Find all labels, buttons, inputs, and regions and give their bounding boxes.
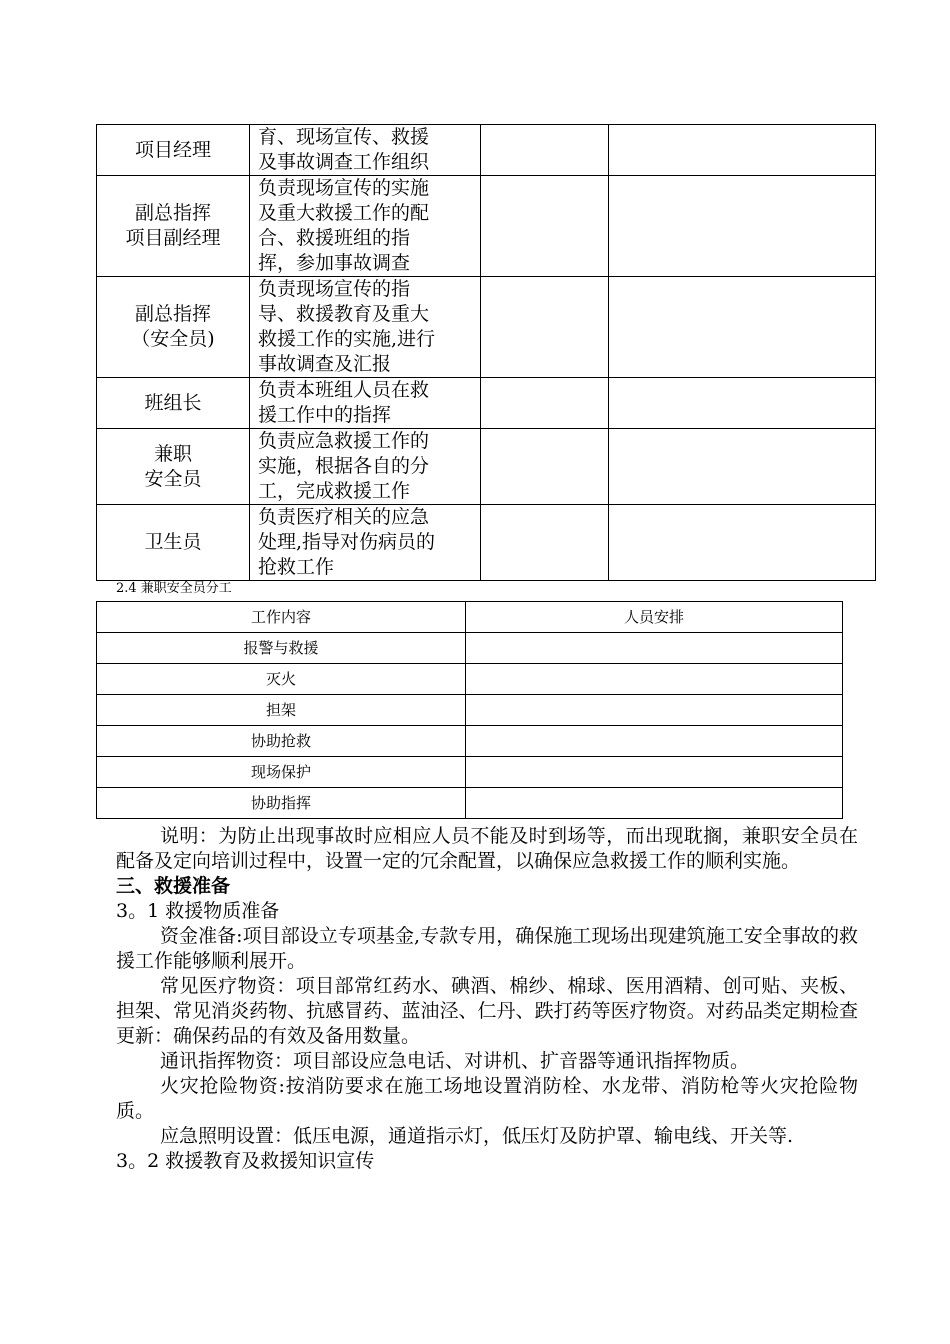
duty-line: 工，完成救援工作 <box>258 480 411 502</box>
role-line: 项目经理 <box>134 138 211 161</box>
staff-cell <box>466 695 843 726</box>
staff-cell <box>466 633 843 664</box>
empty-cell <box>481 125 609 176</box>
duty-line: 挥，参加事故调查 <box>258 252 411 274</box>
duty-cell <box>250 378 481 429</box>
section-3-heading: 三、救援准备 <box>116 875 231 897</box>
empty-cell <box>609 125 876 176</box>
empty-cell <box>609 277 876 378</box>
empty-cell <box>481 277 609 378</box>
duty-cell <box>250 429 481 505</box>
duty-line: 及事故调查工作组织 <box>258 151 430 173</box>
communication-paragraph: 通讯指挥物资：项目部设应急电话、对讲机、扩音器等通讯指挥物质。 <box>160 1050 750 1072</box>
assignment-header-row <box>97 602 843 633</box>
duty-line: 导、救援教育及重大 <box>258 303 430 325</box>
staff-cell <box>466 757 843 788</box>
role-line: 项目副经理 <box>125 227 221 249</box>
work-item: 现场保护 <box>97 757 466 788</box>
table-row <box>97 505 876 581</box>
work-item: 协助抢救 <box>97 726 466 757</box>
table-row <box>97 429 876 505</box>
role-cell <box>97 125 250 176</box>
duty-cell <box>250 125 481 176</box>
duty-line: 负责医疗相关的应急 <box>258 506 430 528</box>
table-row <box>97 726 843 757</box>
duty-line: 及重大救援工作的配 <box>258 202 430 224</box>
duty-line: 事故调查及汇报 <box>258 353 392 375</box>
table-row <box>97 695 843 726</box>
subsection-3-2: 3。2 救援教育及救援知识宣传 <box>116 1150 375 1172</box>
work-item: 担架 <box>97 695 466 726</box>
table-row <box>97 633 843 664</box>
table-row <box>97 176 876 277</box>
header-work-content: 工作内容 <box>97 602 466 633</box>
staff-cell <box>466 726 843 757</box>
work-item: 报警与救援 <box>97 633 466 664</box>
role-line: 卫生员 <box>144 531 202 553</box>
role-line: 副总指挥 <box>134 303 211 325</box>
duty-table-body <box>97 125 876 581</box>
table-row <box>97 664 843 695</box>
lighting-paragraph: 应急照明设置：低压电源，通道指示灯，低压灯及防护罩、输电线、开关等. <box>160 1125 794 1147</box>
empty-cell <box>609 429 876 505</box>
header-staff-arrangement: 人员安排 <box>466 602 843 633</box>
duty-line: 援工作中的指挥 <box>258 404 392 426</box>
duty-cell <box>250 505 481 581</box>
funds-paragraph: 资金准备:项目部设立专项基金,专款专用，确保施工现场出现建筑施工安全事故的救援工作能够顺利展开。 <box>116 925 858 972</box>
role-line: 兼职 <box>153 442 192 465</box>
duty-cell <box>250 277 481 378</box>
empty-cell <box>481 176 609 277</box>
empty-cell <box>481 429 609 505</box>
empty-cell <box>481 505 609 581</box>
role-line: 副总指挥 <box>134 202 211 224</box>
fire-paragraph: 火灾抢险物资:按消防要求在施工场地设置消防栓、水龙带、消防枪等火灾抢险物质。 <box>116 1075 858 1122</box>
role-cell <box>97 378 250 429</box>
role-line: 安全员 <box>144 467 202 490</box>
duty-line: 救援工作的实施,进行 <box>258 328 436 350</box>
duty-cell <box>250 176 481 277</box>
section-2-4-caption: 2.4 兼职安全员分工 <box>116 581 232 596</box>
table-row <box>97 125 876 176</box>
staff-cell <box>466 788 843 819</box>
work-item: 协助指挥 <box>97 788 466 819</box>
empty-cell <box>609 176 876 277</box>
duty-line: 抢救工作 <box>258 556 335 578</box>
duty-line: 实施，根据各自的分 <box>258 455 430 477</box>
staff-cell <box>466 664 843 695</box>
empty-cell <box>609 378 876 429</box>
duty-line: 负责现场宣传的指 <box>258 278 411 300</box>
table-row <box>97 277 876 378</box>
duty-line: 负责现场宣传的实施 <box>258 177 430 199</box>
body-text <box>116 824 858 1174</box>
table-row <box>97 788 843 819</box>
duty-line: 合、救援班组的指 <box>258 227 411 249</box>
role-cell <box>97 176 250 277</box>
table-row <box>97 757 843 788</box>
empty-cell <box>481 378 609 429</box>
empty-cell <box>609 505 876 581</box>
role-line: 班组长 <box>144 391 202 414</box>
subsection-3-1: 3。1 救援物质准备 <box>116 900 280 922</box>
role-line: （安全员) <box>131 328 215 350</box>
duty-table <box>96 124 876 581</box>
duty-line: 负责应急救援工作的 <box>258 430 430 452</box>
role-cell <box>97 429 250 505</box>
duty-line: 负责本班组人员在救 <box>258 379 430 401</box>
role-cell <box>97 505 250 581</box>
duty-line: 处理,指导对伤病员的 <box>258 531 436 553</box>
note-paragraph: 说明：为防止出现事故时应相应人员不能及时到场等，而出现耽搁，兼职安全员在配备及定向培训过程中，设置一定的冗余配置，以确保应急救援工作的顺利实施。 <box>116 825 858 872</box>
role-cell <box>97 277 250 378</box>
medical-supplies-paragraph: 常见医疗物资：项目部常红药水、碘酒、棉纱、棉球、医用酒精、创可贴、夹板、担架、常见消炎药物、抗感冒药、蓝油泾、仁丹、跌打药等医疗物资。对药品类定期检查更新：确保药品的有效及备用数量。 <box>116 975 858 1047</box>
table-row <box>97 378 876 429</box>
duty-line: 育、现场宣传、救援 <box>258 126 430 148</box>
assignment-table <box>96 601 843 819</box>
work-item: 灭火 <box>97 664 466 695</box>
